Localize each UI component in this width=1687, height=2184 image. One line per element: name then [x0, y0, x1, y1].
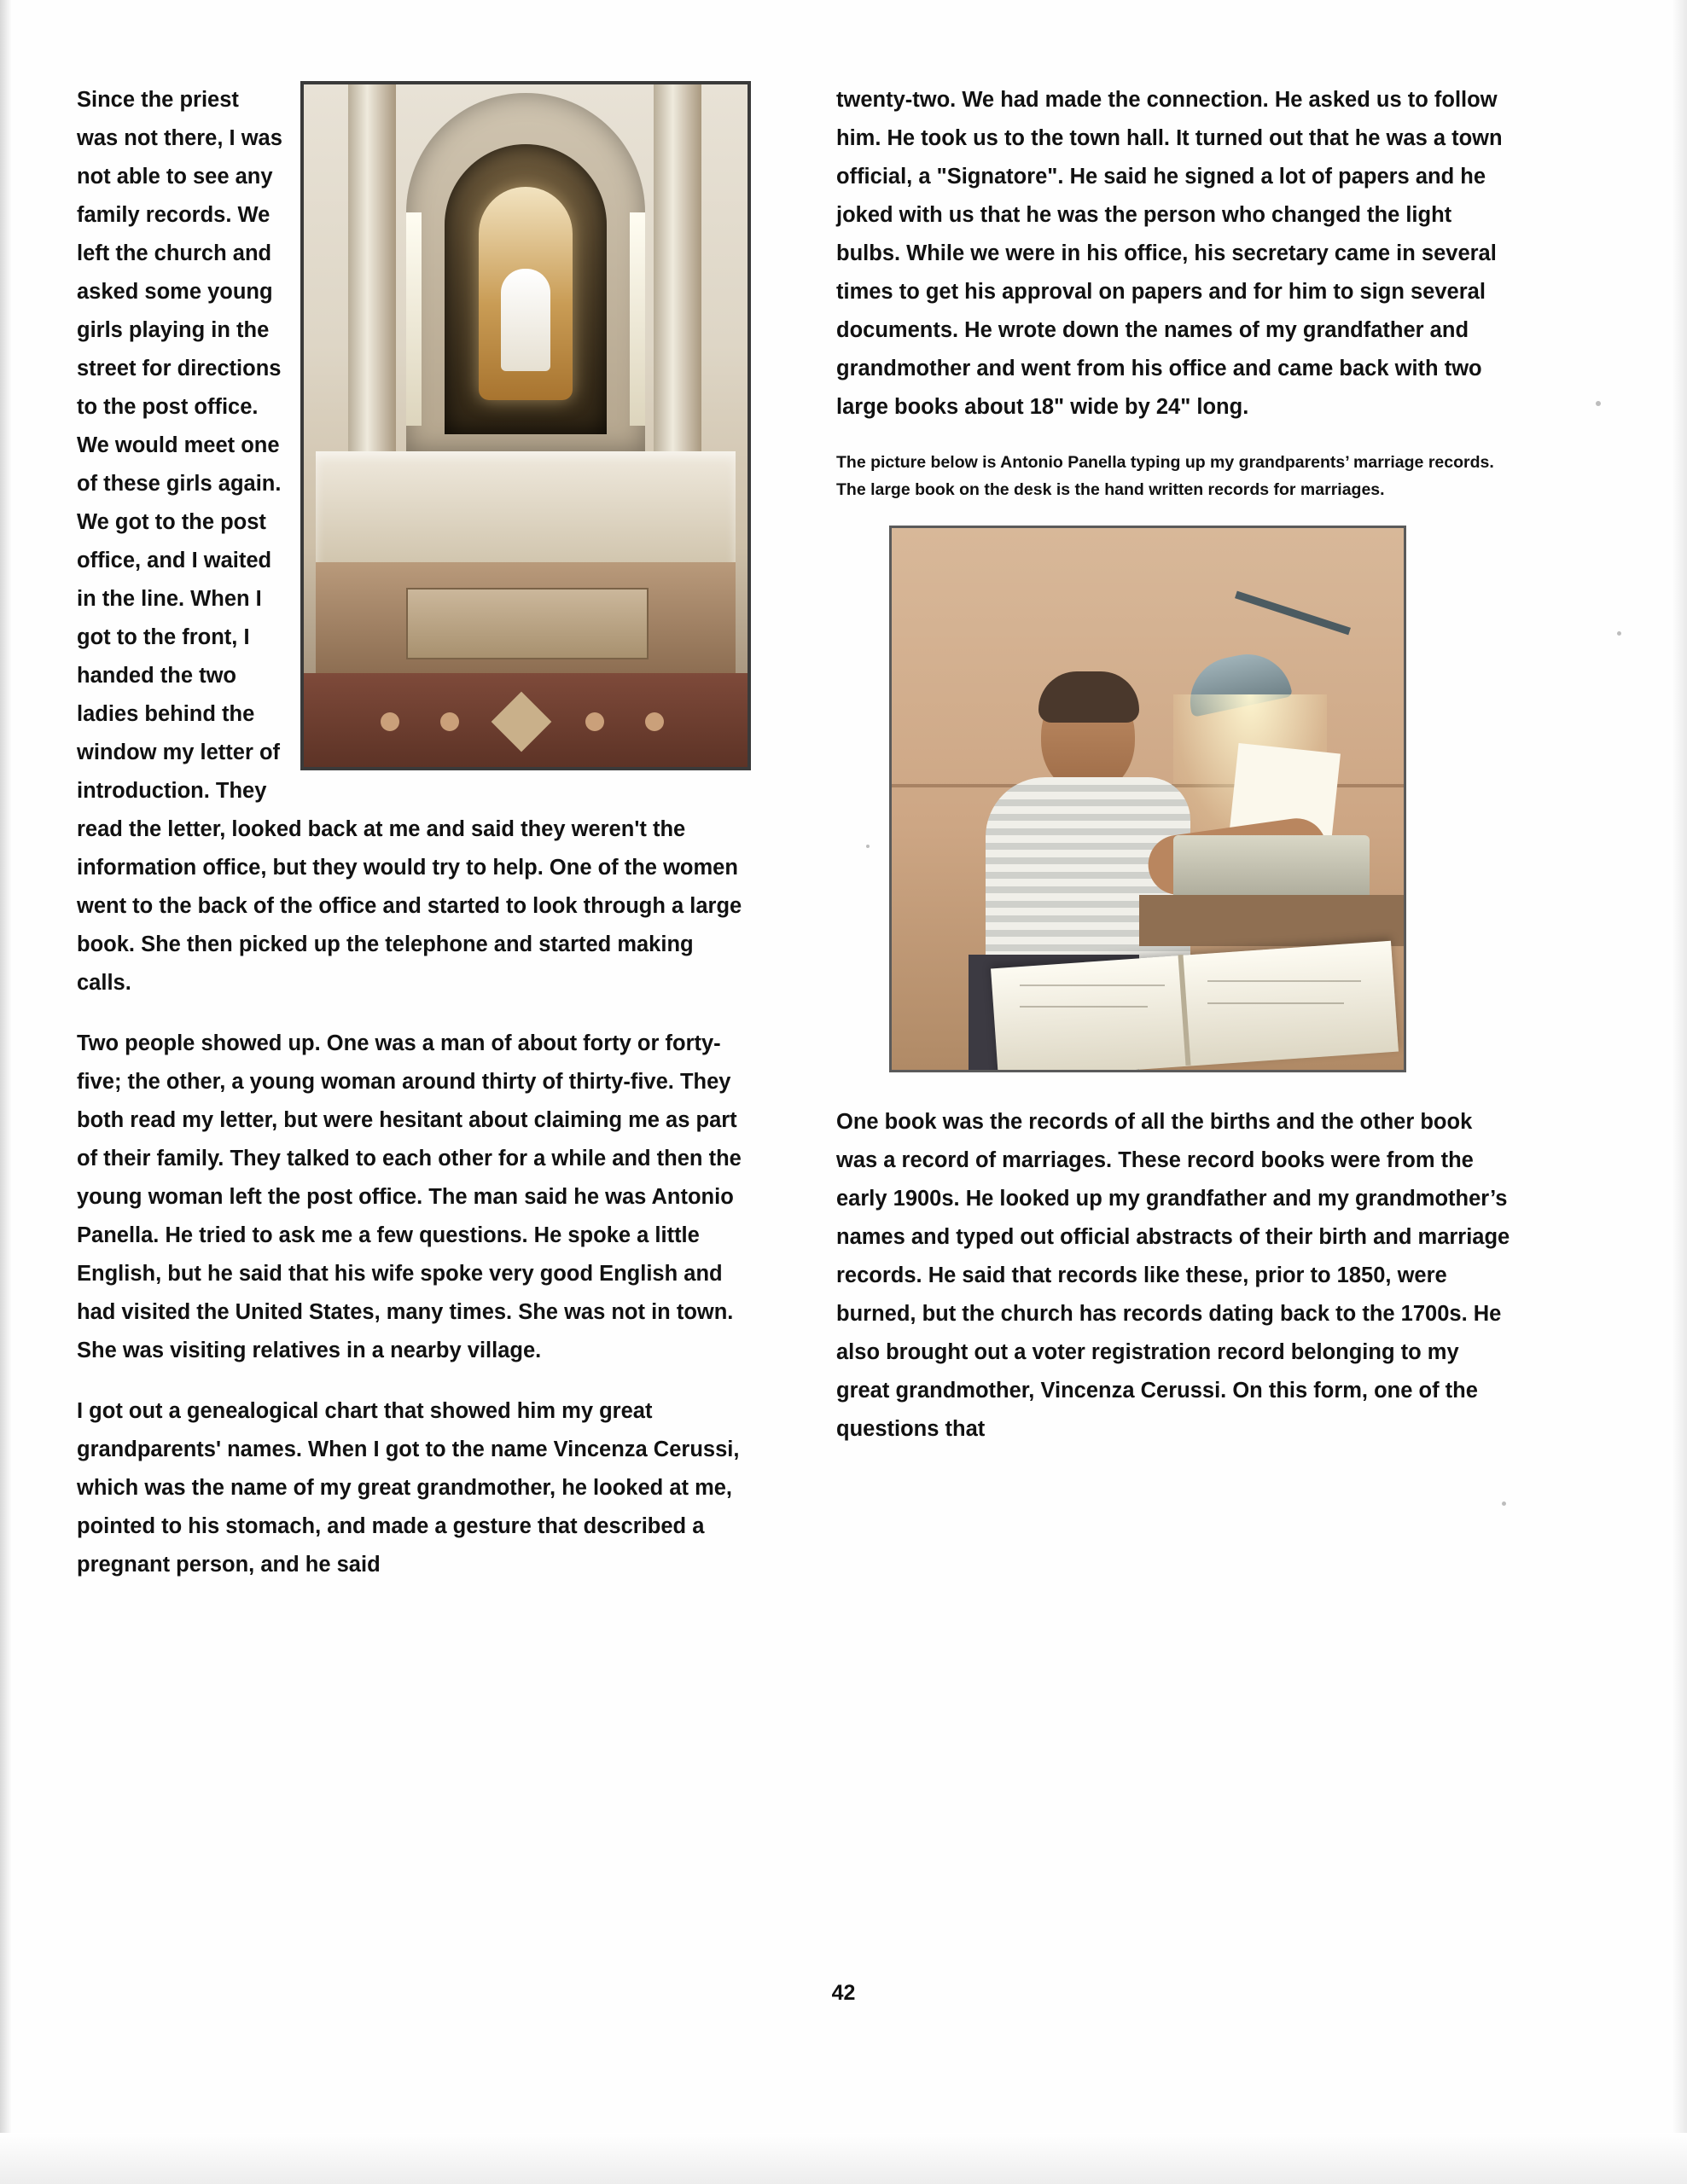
paragraph-right-1: twenty-two. We had made the connection. He asked us to follow him. He took us to the town hall. It turned out that he was a town official, a "Signatore". He said he signed a lot of papers and he joked with us that he was the person who changed the light bulbs. While we were in his office, his secretary came in several times to get his approval on papers and for him to sign several documents. He wrote down the names of my grandfather and grandmother and went from his office and came back with two large books about 18" wide by 24" long. — [836, 88, 1503, 419]
scan-speck — [1502, 1502, 1506, 1506]
paragraph-left-1: Since the priest was not there, I was not able to see any family records. We left the church and asked some young girls playing in the street for directions to the post office. We would meet one of these girls again. We got to the post office, and I waited in the line. When I got to the front, I handed the two ladies behind the window my letter of introduction. They read the letter, looked back at me and said they weren't the information office, but they would try to help. One of the women went to the back of the office and started to look through a large book. She then picked up the telephone and started making calls. — [77, 88, 742, 995]
scan-edge-bottom — [0, 2133, 1687, 2184]
scan-speck — [1617, 631, 1621, 636]
antonio-panella-typing-photo — [889, 526, 1406, 1072]
altar-illustration — [304, 84, 748, 767]
right-column — [836, 81, 1510, 1471]
scan-edge-left — [0, 0, 12, 2184]
left-column — [77, 81, 751, 1606]
paragraph-left-2: Two people showed up. One was a man of about forty or forty-five; the other, a young woman around thirty of thirty-five. They both read my letter, but were hesitant about claiming me as part of their family. They talked to each other for a while and then the young woman left the post office. The man said he was Antonio Panella. He tried to ask me a few questions. He spoke a little English, but he said that his wife spoke very good English and had visited the United States, many times. She was not in town. She was visiting relatives in a nearby village. — [77, 1031, 742, 1362]
photo-caption: The picture below is Antonio Panella typing up my grandparents’ marriage records. The large book on the desk is the hand written records for marriages. — [836, 453, 1494, 499]
paragraph-right-2: One book was the records of all the births and the other book was a record of marriages. These record books were from the early 1900s. He looked up my grandfather and my grandmother’s names and typed out official abstracts of their birth and marriage records. He said that records like these, prior to 1850, were burned, but the church has records dating back to the 1700s. He also brought out a voter registration record belonging to my great grandmother, Vincenza Cerussi. On this form, one of the questions that — [836, 1110, 1510, 1441]
scan-speck — [1596, 401, 1601, 406]
page-number: 42 — [831, 1981, 856, 2005]
scan-edge-right — [1672, 0, 1687, 2184]
paragraph-left-3: I got out a genealogical chart that showed him my great grandparents' names. When I got to the name Vincenza Cerussi, which was the name of my great grandmother, he looked at me, pointed to his stomach, and made a gesture that described a pregnant person, and he said — [77, 1399, 740, 1577]
church-altar-photo — [300, 81, 751, 770]
